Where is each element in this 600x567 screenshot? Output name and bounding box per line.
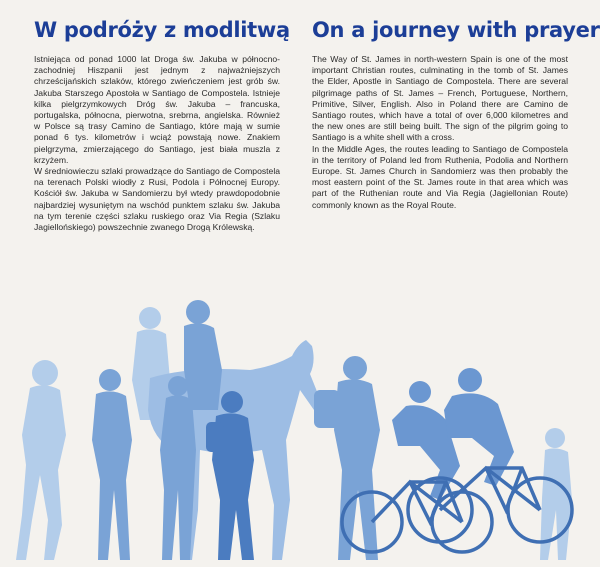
pilgrims-illustration — [0, 270, 600, 567]
english-paragraph-2: In the Middle Ages, the routes leading to Santiago de Compostela in the territory of Poland led from Ruthenia, Podolia and Northern Europe. St. James Church in Sandomierz was then probably the most eastern point of the St. James route in that area which was part of the Ruthenian route and Via Regia (Jagiellonian Route) commonly known as the Royal Route. — [312, 143, 568, 210]
polish-column — [34, 18, 290, 233]
polish-body — [34, 54, 280, 233]
english-heading: On a journey with prayer — [312, 18, 600, 42]
english-paragraph-1: The Way of St. James in north-western Spain is one of the most important Christian routes, culminating in the tomb of St. James the Elder, Apostle in Santiago de Compostela. There are several pilgrimage paths of St. James – French, Portuguese, Northern, Primitive, Silver, English. Also in Poland there are Camino de Santiago routes, which have a total of over 6,000 kilometres and the new ones are still being built. The sign of the pilgrim going to Santiago is a white shell with a cross. — [312, 54, 568, 143]
polish-paragraph-2: W średniowieczu szlaki prowadzące do Santiago de Compostela na terenach Polski wiodły z Rusi, Podola i Północnej Europy. Kościół św. Jakuba w Sandomierzu był wtedy prawdopodobnie najbardziej wysuniętym na wschód punktem szlaku św. Jakuba na tym terenie części szlaku ruskiego oraz Via Regia (Szlaku Jagiellońskiego) powszechnie zwanego Drogą Królewską. — [34, 166, 281, 233]
polish-paragraph-1: Istniejąca od ponad 1000 lat Droga św. Jakuba w północno-zachodniej Hiszpanii jest jednym z najważniejszych chrześcijańskich szlaków, którego zwieńczeniem jest grób św. Jakuba Starszego Apostoła w Santiago de Compostela. Istnieje kilka pielgrzymkowych Dróg św. Jakuba – francuska, portugalska, północna, pierwotna, srebrna, angielska. Również w Polsce są trasy Camino de Santiago, które mają w sumie ponad 6 tys. kilometrów i wciąż powstają nowe. Znakiem pielgrzyma, zmierzającego do Santiago, jest biała muszla z krzyżem. — [34, 54, 280, 165]
english-column — [312, 18, 600, 211]
polish-heading: W podróży z modlitwą — [34, 18, 290, 42]
cyclists — [342, 368, 572, 552]
english-body — [312, 54, 568, 211]
